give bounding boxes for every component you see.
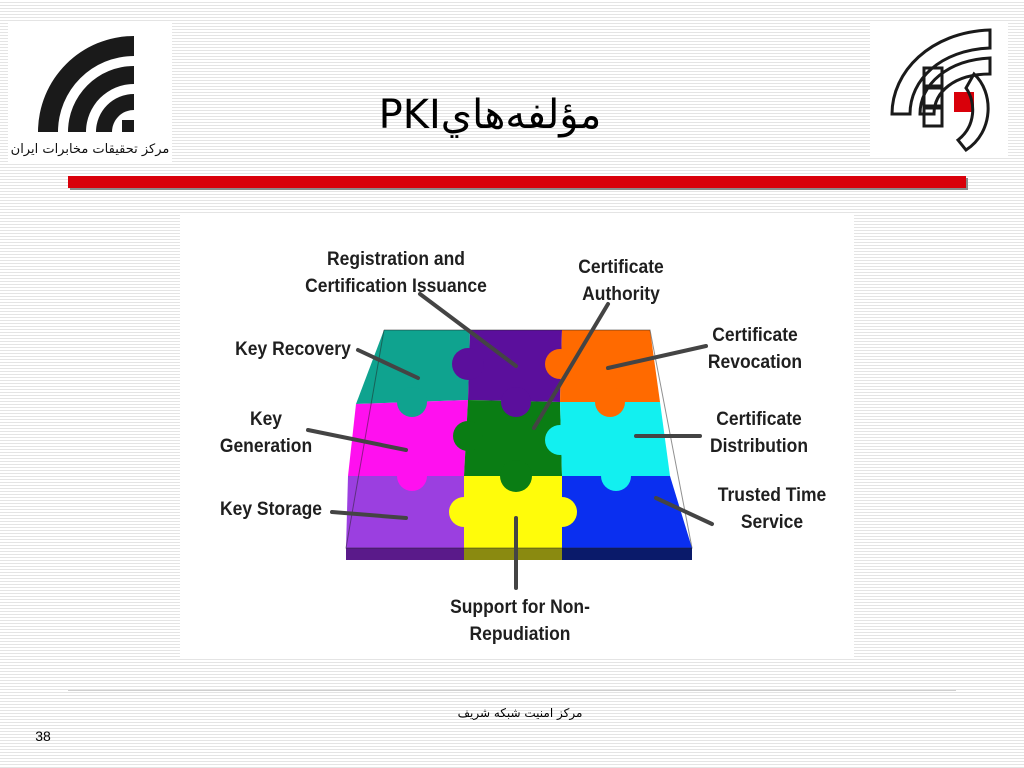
slide-title: PKIمؤلفه‌هاي — [378, 92, 602, 138]
sharif-network-security-logo-icon — [870, 22, 1008, 158]
label-trusted-time-service: Trusted Time Service — [717, 485, 827, 533]
footer-text: مرکز امنیت شبکه شریف — [457, 706, 583, 720]
label-registration: Registration and Certification Issuance — [305, 249, 487, 297]
slide-number: 38 — [35, 728, 51, 744]
pki-puzzle-diagram — [180, 214, 854, 658]
label-certificate-revocation: Certificate Revocation — [707, 325, 803, 373]
label-non-repudiation: Support for Non- Repudiation — [450, 597, 590, 645]
itrc-logo — [8, 22, 172, 164]
footer-divider — [68, 690, 956, 691]
piece-blue — [562, 476, 692, 548]
label-key-generation: Key Generation — [219, 409, 313, 457]
label-key-storage: Key Storage — [219, 499, 323, 520]
itrc-signal-logo-icon — [30, 28, 150, 140]
label-key-recovery: Key Recovery — [235, 339, 351, 360]
label-certificate-distribution: Certificate Distribution — [709, 409, 809, 457]
sharif-logo — [870, 22, 1008, 158]
logo-caption: مرکز تحقیقات مخابرات ایران — [10, 142, 170, 157]
title-underline-bar — [68, 176, 966, 188]
label-certificate-authority: Certificate Authority — [578, 257, 664, 305]
